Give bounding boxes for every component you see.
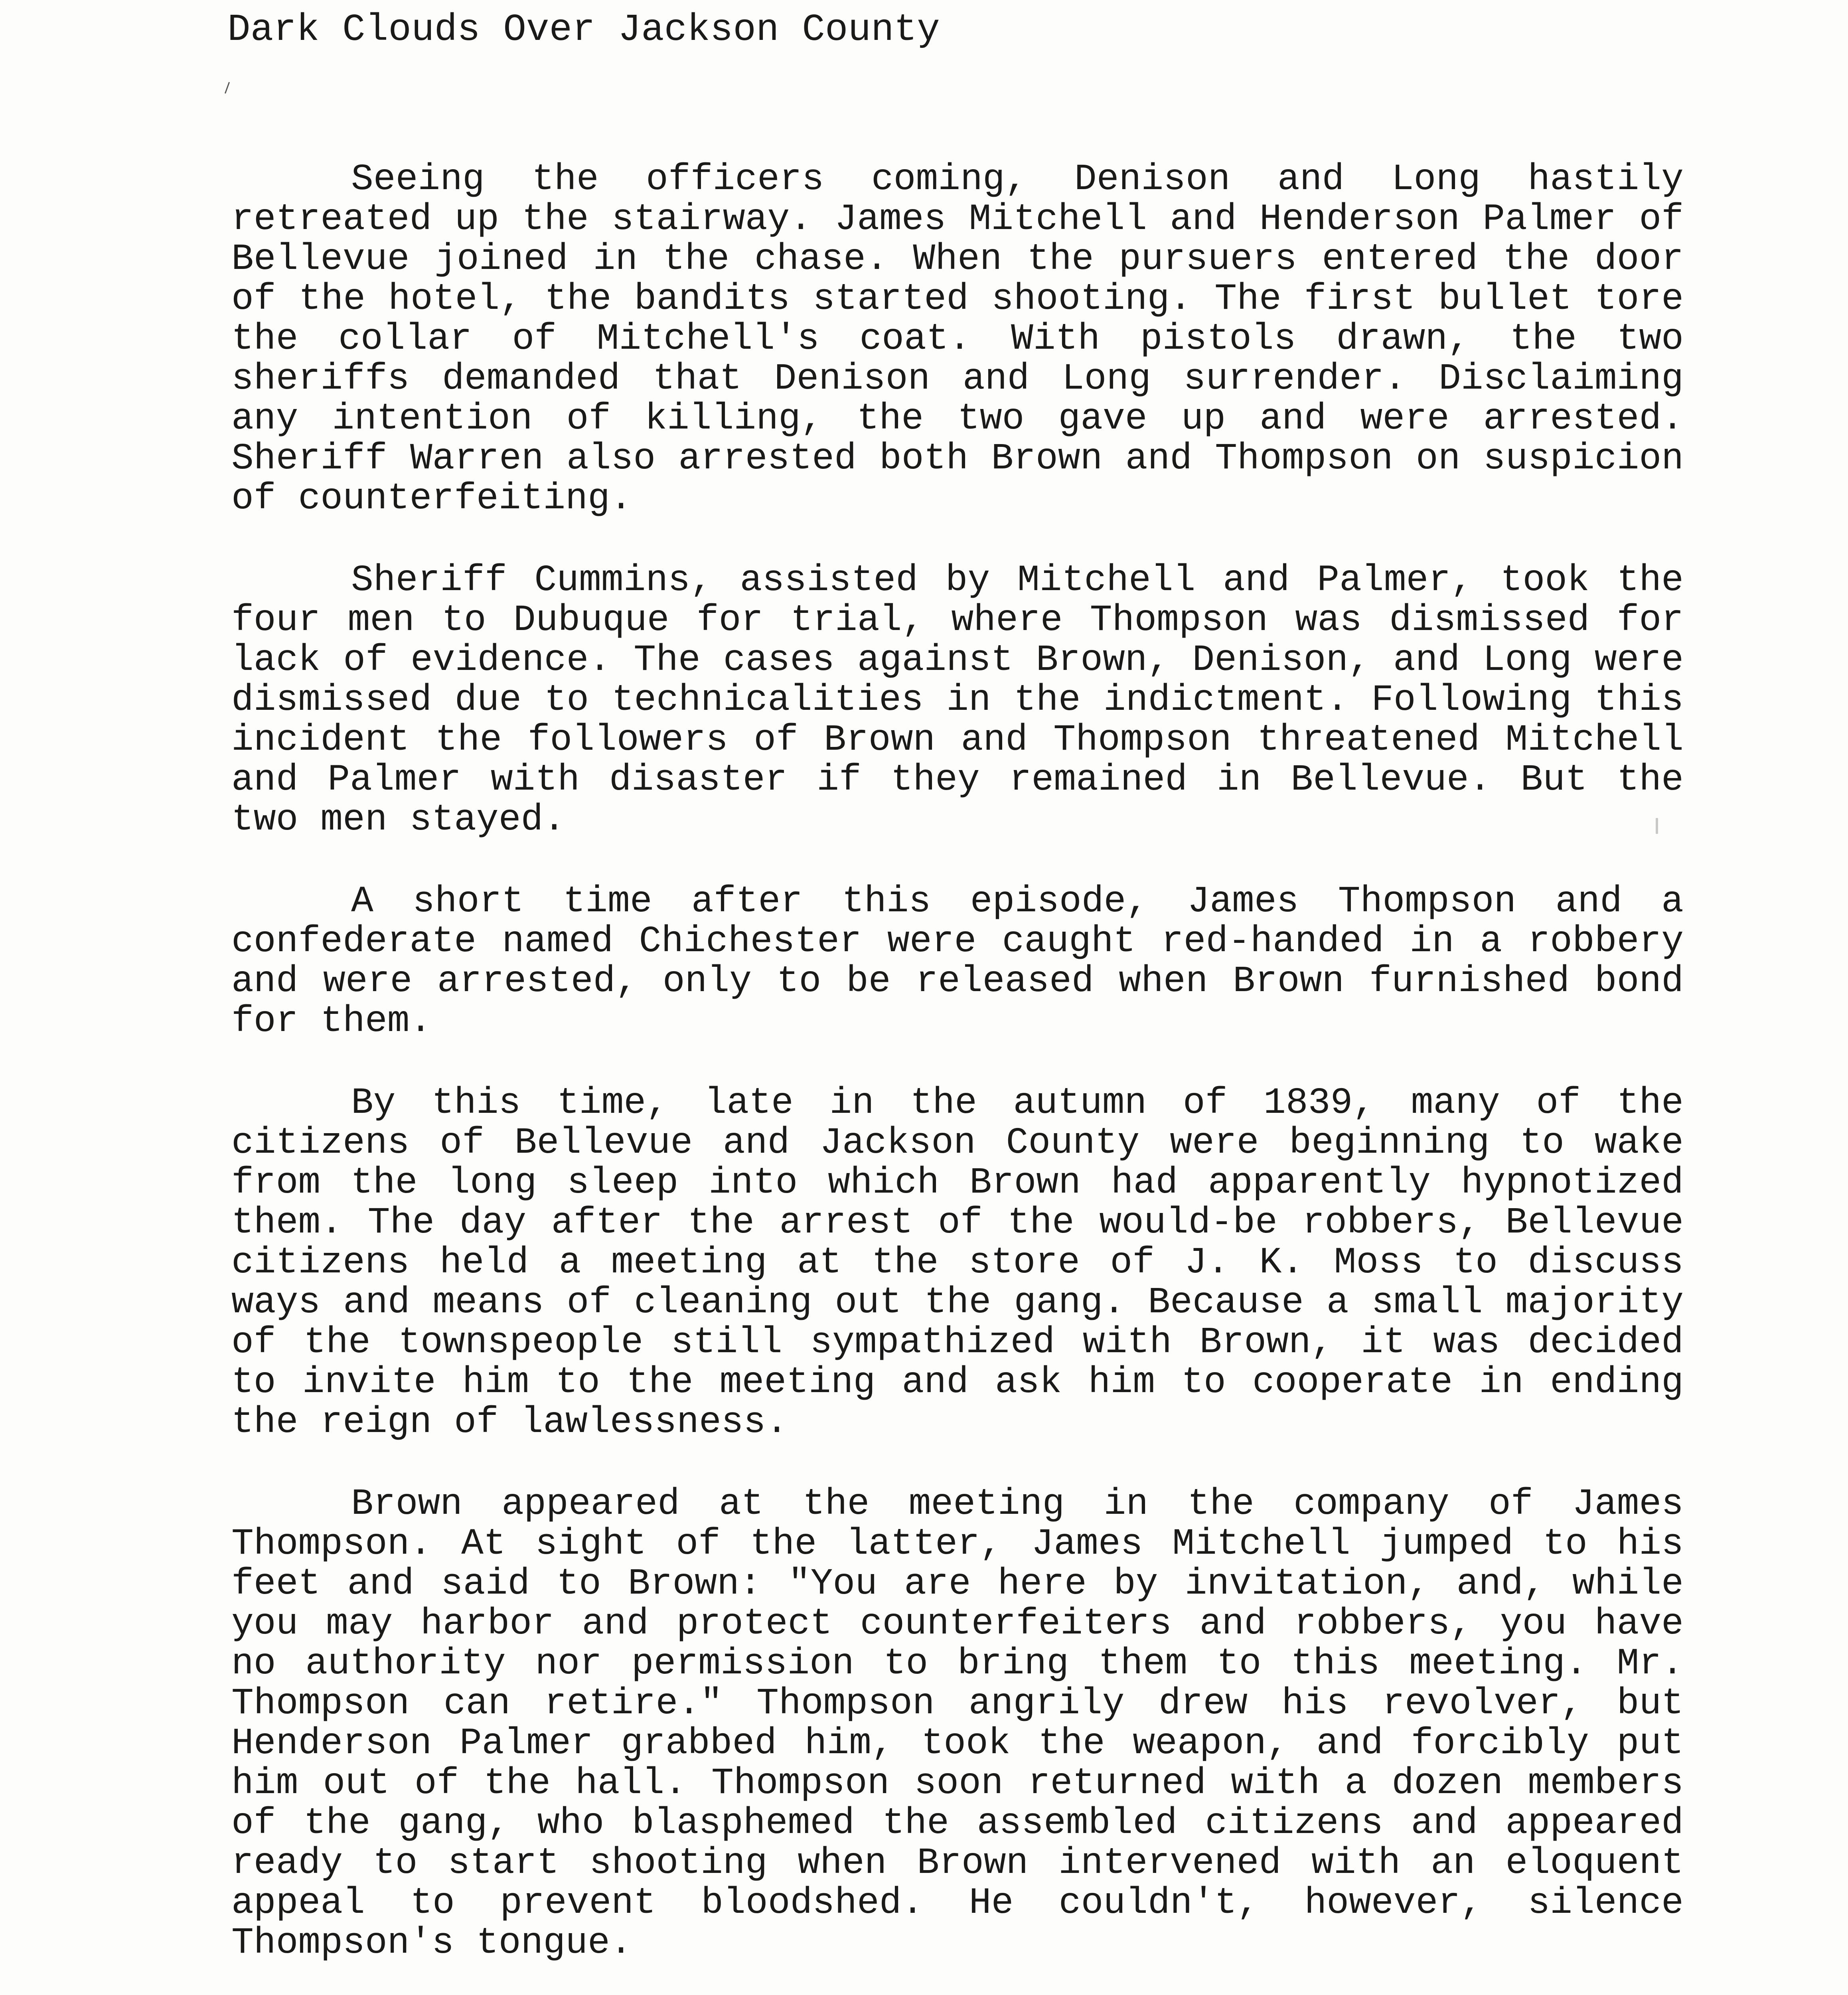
body-text (231, 160, 1684, 1995)
paragraph: Seeing the officers coming, Denison and Long hastily retreated up the stairway. James Mitchell and Henderson Palmer of Bellevue joined in the chase. When the pursuers entered the door of the hotel, the bandits started shooting. The first bullet tore the collar of Mitchell's coat. With pistols drawn, the two sheriffs demanded that Denison and Long surrender. Disclaiming any intention of killing, the two gave up and were arrested. Sheriff Warren also arrested both Brown and Thompson on suspicion of counterfeiting. (231, 158, 1684, 519)
stray-mark (225, 82, 230, 93)
paragraph: Sheriff Cummins, assisted by Mitchell and Palmer, took the four men to Dubuque for trial, where Thompson was dismissed for lack of evidence. The cases against Brown, Denison, and Long were dismissed due to technicalities in the indictment. Following this incident the followers of Brown and Thompson threatened Mitchell and Palmer with disaster if they remained in Bellevue. But the two men stayed. (231, 559, 1684, 841)
paragraph: By this time, late in the autumn of 1839, many of the citizens of Bellevue and Jackson County were beginning to wake from the long sleep into which Brown had apparently hypnotized them. The day after the arrest of the would-be robbers, Bellevue citizens held a meeting at the store of J. K. Moss to discuss ways and means of cleaning out the gang. Because a small majority of the townspeople still sympathized with Brown, it was decided to invite him to the meeting and ask him to cooperate in ending the reign of lawlessness. (231, 1082, 1684, 1443)
paragraph: A short time after this episode, James Thompson and a confederate named Chichester were caught red-handed in a robbery and were arrested, only to be released when Brown furnished bond for them. (231, 881, 1684, 1042)
paper-speck (1656, 818, 1658, 834)
paragraph: Brown appeared at the meeting in the company of James Thompson. At sight of the latter, James Mitchell jumped to his feet and said to Brown: "You are here by invitation, and, while you may harbor and protect counterfeiters and robbers, you have no authority nor permission to bring them to this meeting. Mr. Thompson can retire." Thompson angrily drew his revolver, but Henderson Palmer grabbed him, took the weapon, and forcibly put him out of the hall. Thompson soon returned with a dozen members of the gang, who blasphemed the assembled citizens and appeared ready to start shooting when Brown intervened with an eloquent appeal to prevent bloodshed. He couldn't, however, silence Thompson's tongue. (231, 1483, 1684, 1964)
running-header: Dark Clouds Over Jackson County (227, 8, 940, 51)
